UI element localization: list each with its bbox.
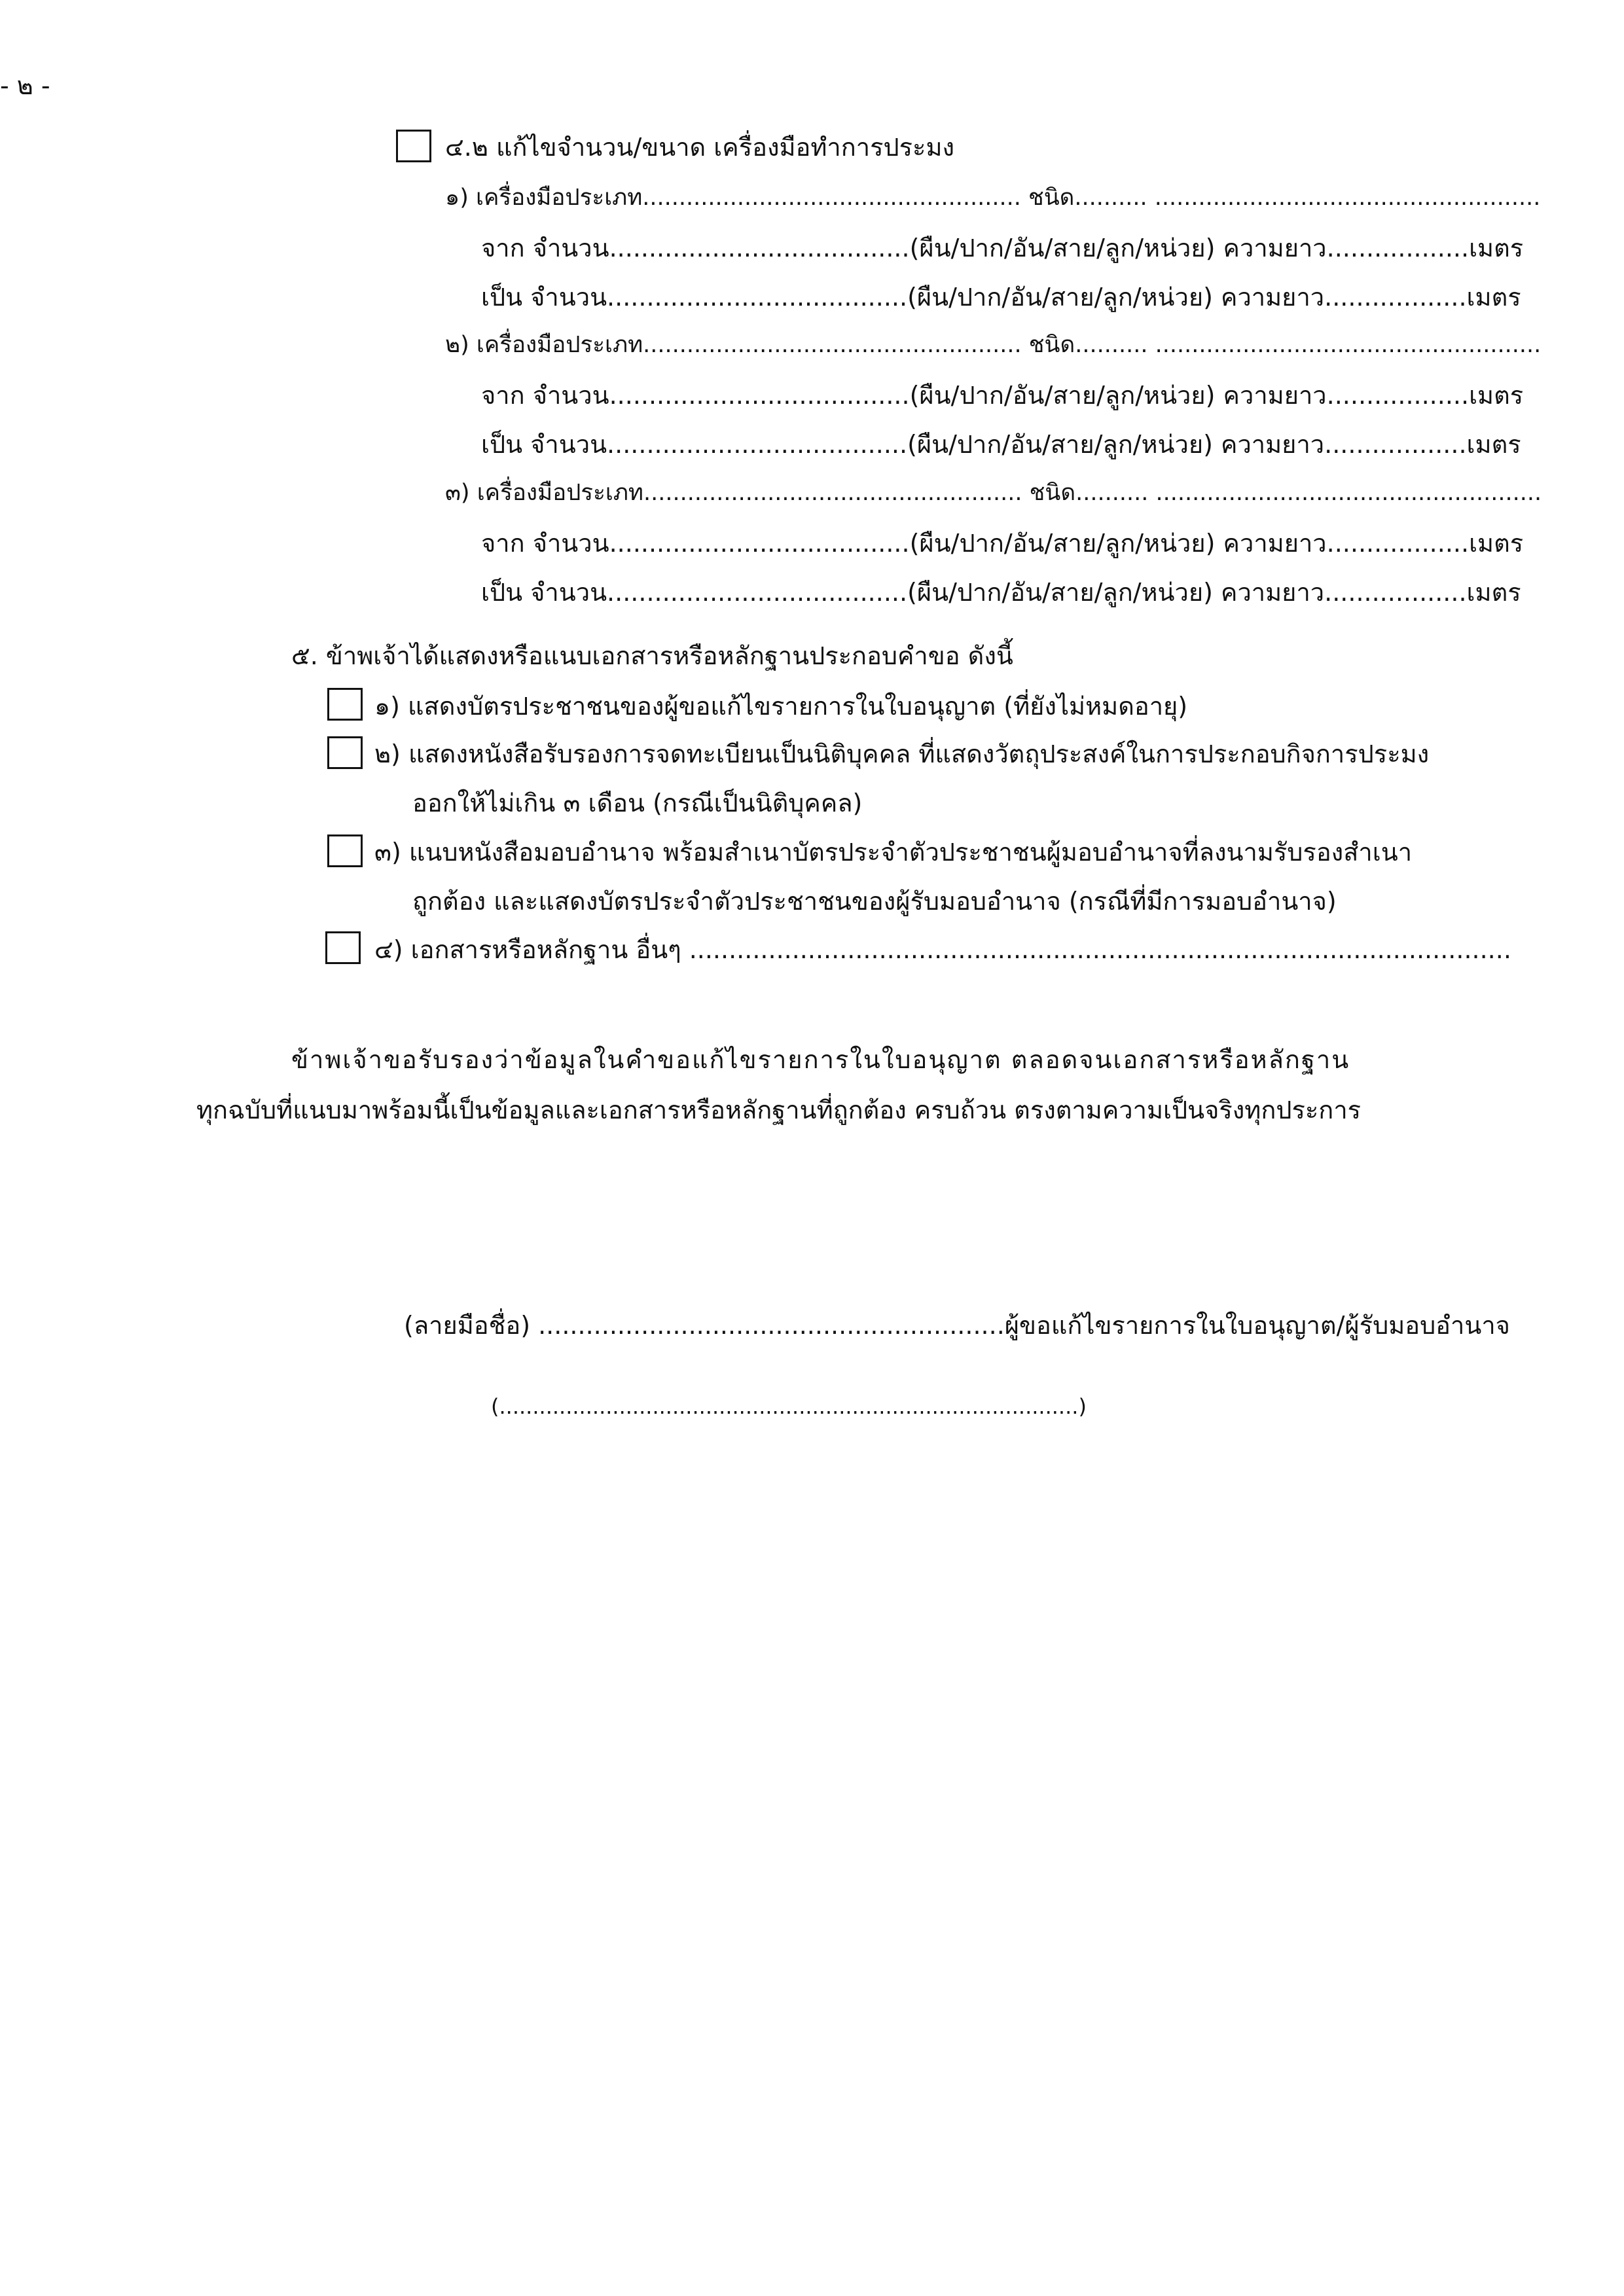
tool-2-type-line: ๒) เครื่องมือประเภท.................................................... ชนิด.......... ..................................................... [445, 332, 1542, 358]
doc-item-1-label: ๑) แสดงบัตรประชาชนของผู้ขอแก้ไขรายการในใบอนุญาต (ที่ยังไม่หมดอายุ) [374, 692, 1188, 721]
signature-line[interactable]: (ลายมือชื่อ) ...........................................................ผู้ขอแก้ไขรายการในใบอนุญาต/ผู้รับมอบอำนาจ [404, 1311, 1510, 1340]
section-4-2-title: ๔.๒ แก้ไขจำนวน/ขนาด เครื่องมือทำการประมง [445, 133, 955, 162]
doc-item-3-label-cont: ถูกต้อง และแสดงบัตรประจำตัวประชาชนของผู้รับมอบอำนาจ (กรณีที่มีการมอบอำนาจ) [412, 887, 1337, 916]
doc-item-3-label: ๓) แนบหนังสือมอบอำนาจ พร้อมสำเนาบัตรประจำตัวประชาชนผู้มอบอำนาจที่ลงนามรับรองสำเนา [374, 838, 1413, 867]
tool-2-to-line: เป็น จำนวน......................................(ผืน/ปาก/อัน/สาย/ลูก/หน่วย) ความยาว..................เมตร [481, 430, 1521, 459]
doc-item-4-checkbox[interactable] [325, 931, 361, 964]
section-4-2-checkbox[interactable] [396, 130, 431, 162]
tool-2-from-line: จาก จำนวน......................................(ผืน/ปาก/อัน/สาย/ลูก/หน่วย) ความยาว..................เมตร [481, 381, 1524, 410]
tool-3-from-line: จาก จำนวน......................................(ผืน/ปาก/อัน/สาย/ลูก/หน่วย) ความยาว..................เมตร [481, 529, 1524, 558]
doc-item-1-checkbox[interactable] [327, 688, 363, 721]
certification-line-2: ทุกฉบับที่แนบมาพร้อมนี้เป็นข้อมูลและเอกสารหรือหลักฐานที่ถูกต้อง ครบถ้วน ตรงตามความเป็นจริงทุกประการ [196, 1096, 1362, 1124]
certification-line-1: ข้าพเจ้าขอรับรองว่าข้อมูลในคำขอแก้ไขรายการในใบอนุญาต ตลอดจนเอกสารหรือหลักฐาน [291, 1045, 1350, 1074]
doc-item-2-label-cont: ออกให้ไม่เกิน ๓ เดือน (กรณีเป็นนิติบุคคล) [412, 789, 863, 817]
doc-item-3-checkbox[interactable] [327, 834, 363, 867]
doc-item-4-label: ๔) เอกสารหรือหลักฐาน อื่นๆ ........................................................................................................ [374, 935, 1511, 964]
tool-3-to-line: เป็น จำนวน......................................(ผืน/ปาก/อัน/สาย/ลูก/หน่วย) ความยาว..................เมตร [481, 578, 1521, 607]
section-5-title: ๕. ข้าพเจ้าได้แสดงหรือแนบเอกสารหรือหลักฐานประกอบคำขอ ดังนี้ [291, 641, 1013, 670]
signer-name-line[interactable]: (.......................................................................................) [491, 1394, 1087, 1419]
page-number: - ๒ - [0, 71, 50, 100]
tool-1-type-line: ๑) เครื่องมือประเภท.................................................... ชนิด.......... ..................................................... [445, 185, 1541, 211]
tool-1-to-line: เป็น จำนวน......................................(ผืน/ปาก/อัน/สาย/ลูก/หน่วย) ความยาว..................เมตร [481, 283, 1521, 312]
tool-3-type-line: ๓) เครื่องมือประเภท.................................................... ชนิด.......... ..................................................... [445, 480, 1542, 506]
doc-item-2-label: ๒) แสดงหนังสือรับรองการจดทะเบียนเป็นนิติบุคคล ที่แสดงวัตถุประสงค์ในการประกอบกิจการประมง [374, 740, 1430, 768]
tool-1-from-line: จาก จำนวน......................................(ผืน/ปาก/อัน/สาย/ลูก/หน่วย) ความยาว..................เมตร [481, 234, 1524, 262]
doc-item-2-checkbox[interactable] [327, 736, 363, 769]
